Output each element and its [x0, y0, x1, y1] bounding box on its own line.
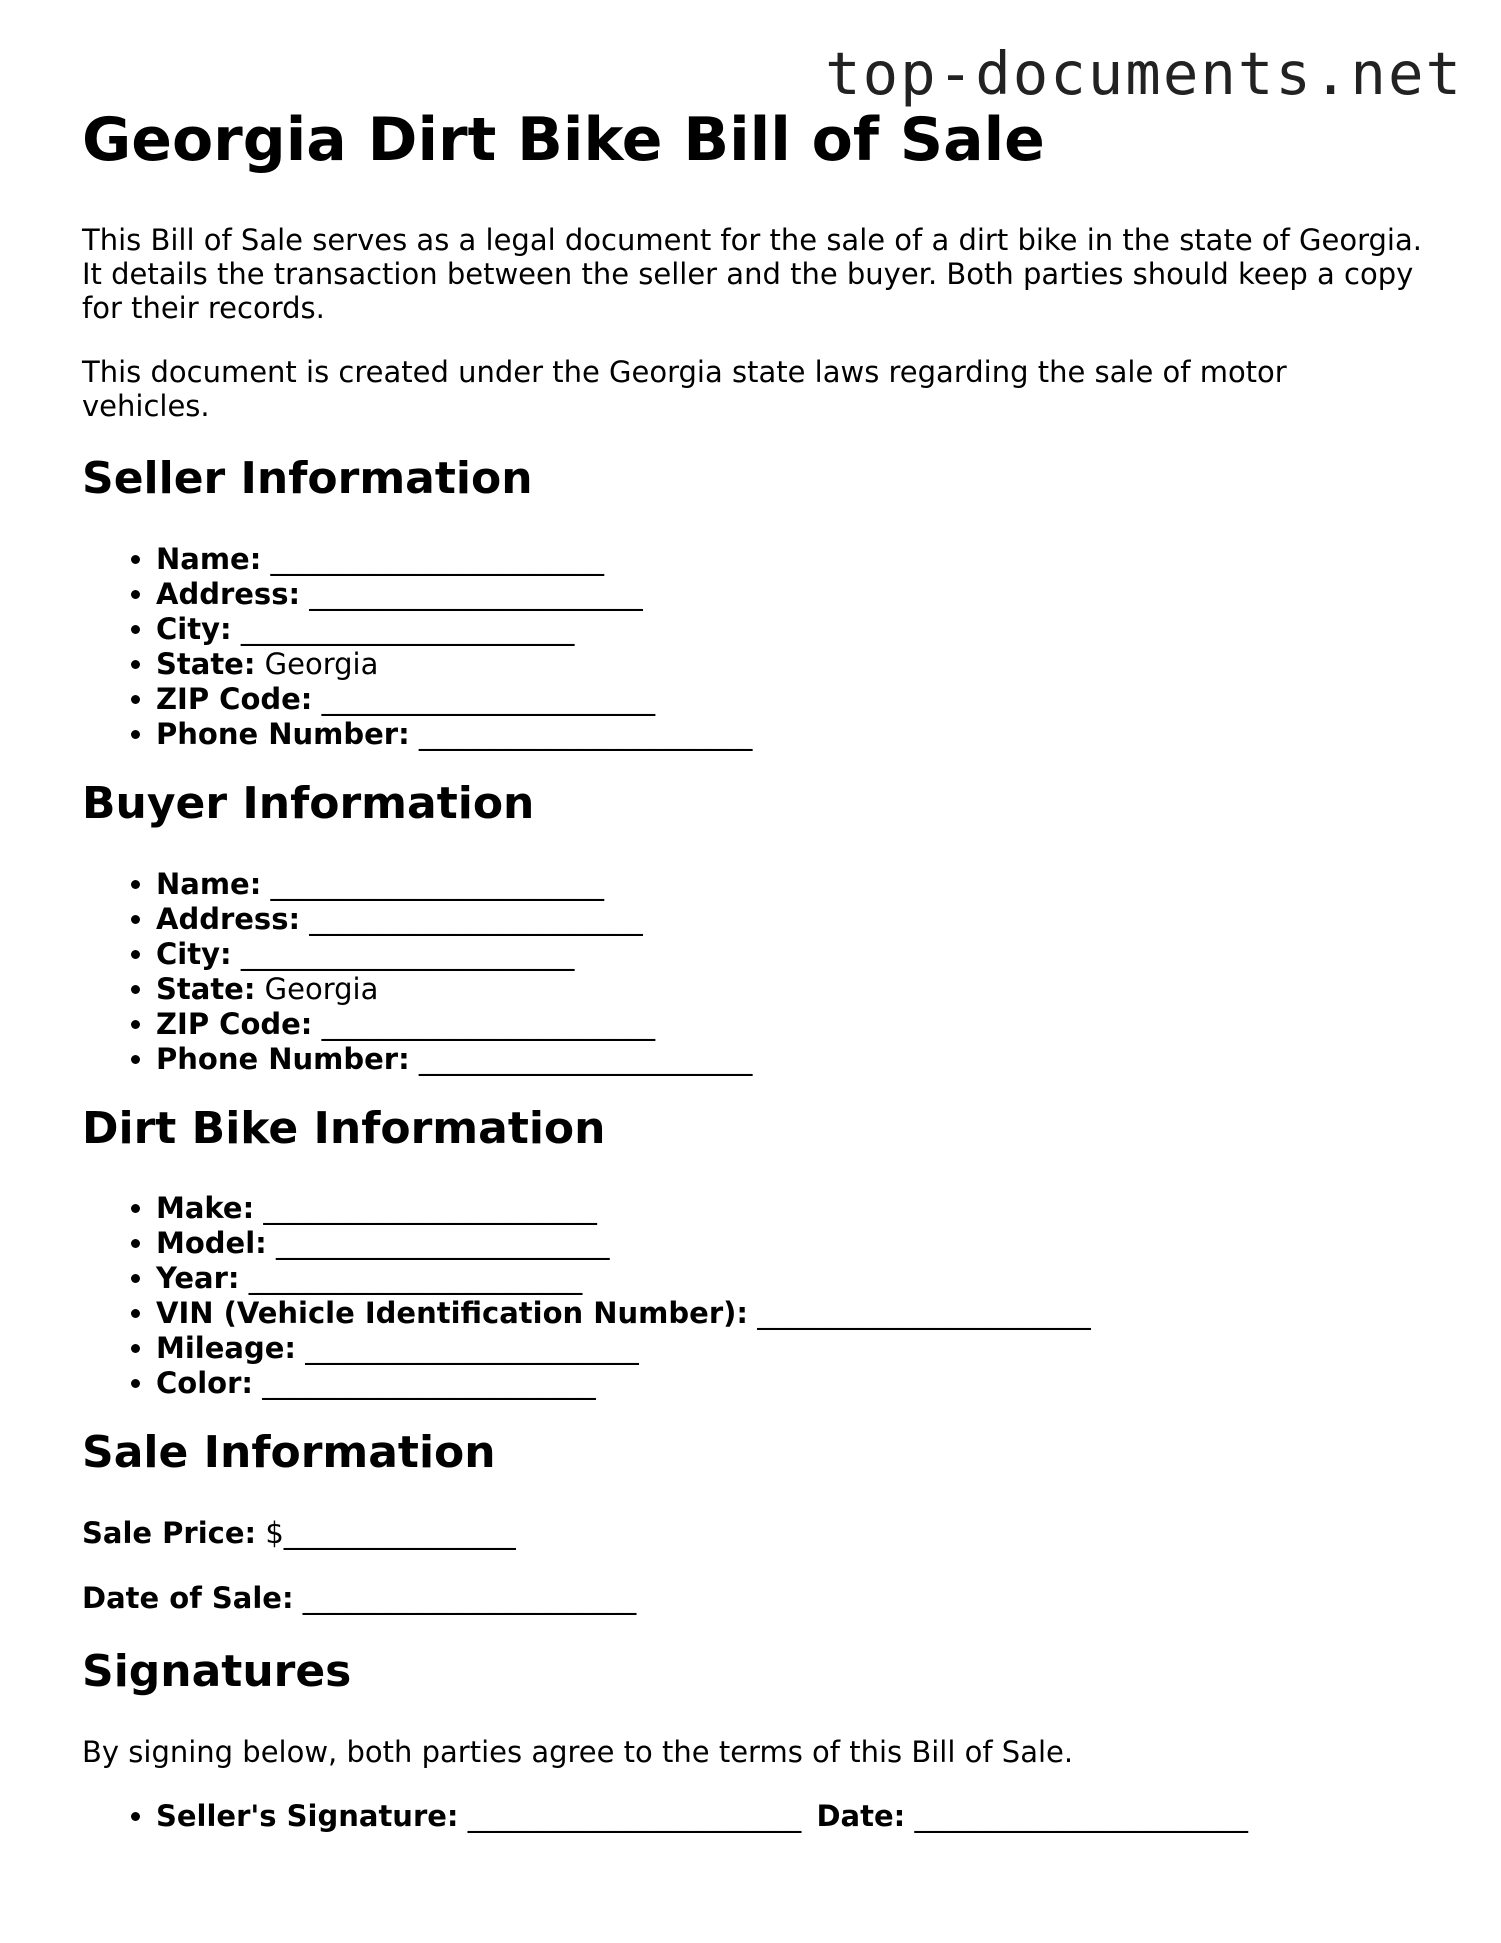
seller-state-field: [156, 647, 1422, 682]
buyer-phone-field: [156, 1042, 1422, 1077]
buyer-state-field: [156, 972, 1422, 1007]
field-blank: _______________________: [418, 716, 753, 751]
sale-price-field: [82, 1516, 1422, 1551]
buyer-name-field: [156, 867, 1422, 902]
signatures-heading: Signatures: [82, 1646, 352, 1698]
buyer-city-field: [156, 937, 1422, 972]
sale-heading: Sale Information: [82, 1427, 496, 1479]
sale-date-field: [82, 1581, 1422, 1616]
field-label: Address:: [156, 901, 301, 936]
bike-fields-list: [82, 1191, 1422, 1401]
bike-make-field: [156, 1191, 1422, 1226]
field-blank: _______________________: [275, 1226, 610, 1261]
seller-phone-field: [156, 717, 1422, 752]
bike-year-field: [156, 1261, 1422, 1296]
field-blank: _______________________: [914, 1798, 1248, 1833]
field-blank: _______________________: [309, 576, 643, 611]
field-blank: _______________________: [302, 1581, 637, 1616]
field-label: Name:: [156, 541, 262, 576]
buyer-address-field: [156, 902, 1422, 937]
field-blank: _______________________: [270, 866, 605, 901]
field-label: Color:: [156, 1366, 253, 1401]
field-label: City:: [156, 611, 232, 646]
bike-heading: Dirt Bike Information: [82, 1102, 606, 1154]
watermark: top-documents.net: [825, 39, 1463, 108]
bike-color-field: [156, 1366, 1422, 1401]
field-label: State:: [156, 646, 256, 681]
seller-zip-field: [156, 682, 1422, 717]
bike-vin-field: [156, 1296, 1422, 1331]
buyer-fields-list: [82, 867, 1422, 1077]
field-label: VIN (Vehicle Identification Number):: [156, 1296, 748, 1331]
seller-address-field: [156, 577, 1422, 612]
intro-paragraph: This Bill of Sale serves as a legal document for the sale of a dirt bike in the state of Georgia. It details the transaction between the seller and the buyer. Both parties should keep a copy for their records.: [82, 223, 1422, 325]
field-blank: _______________________: [262, 1366, 596, 1401]
field-label: Address:: [156, 576, 301, 611]
field-label: Name:: [156, 866, 262, 901]
field-blank: _______________________: [263, 1191, 597, 1226]
field-blank: _______________________: [467, 1798, 802, 1833]
field-blank: _______________________: [757, 1296, 1091, 1331]
field-label: City:: [156, 936, 232, 971]
field-label: Mileage:: [156, 1331, 297, 1366]
field-label: ZIP Code:: [156, 1006, 313, 1041]
seller-city-field: [156, 612, 1422, 647]
field-value: Georgia: [264, 971, 379, 1006]
signatures-list: [82, 1799, 1422, 1834]
buyer-zip-field: [156, 1007, 1422, 1042]
bike-model-field: [156, 1226, 1422, 1261]
field-blank: _______________________: [240, 936, 575, 971]
field-blank: _______________________: [240, 611, 575, 646]
field-label: Phone Number:: [156, 1041, 410, 1076]
field-label: Date of Sale:: [82, 1581, 294, 1616]
field-label: Date:: [816, 1798, 906, 1833]
field-blank: _______________________: [321, 1006, 656, 1041]
field-blank: $________________: [265, 1516, 516, 1551]
field-label: State:: [156, 971, 256, 1006]
law-paragraph: This document is created under the Georgia state laws regarding the sale of motor vehicles.: [82, 355, 1287, 423]
field-label: Model:: [156, 1226, 267, 1261]
field-blank: _______________________: [305, 1331, 639, 1366]
field-blank: _______________________: [321, 681, 656, 716]
field-label: Make:: [156, 1191, 255, 1226]
seller-heading: Seller Information: [82, 453, 533, 504]
buyer-heading: Buyer Information: [82, 777, 535, 829]
page-title: Georgia Dirt Bike Bill of Sale: [82, 105, 1045, 175]
field-label: Phone Number:: [156, 716, 410, 751]
document-page: [82, 106, 1422, 1860]
field-label: ZIP Code:: [156, 681, 313, 716]
seller-fields-list: [82, 542, 1422, 752]
field-label: Year:: [156, 1261, 240, 1296]
field-blank: _______________________: [248, 1261, 583, 1296]
field-label: Seller's Signature:: [156, 1798, 459, 1833]
field-blank: _______________________: [270, 541, 605, 576]
seller-name-field: [156, 542, 1422, 577]
field-label: Sale Price:: [82, 1516, 257, 1551]
signatures-text: By signing below, both parties agree to the terms of this Bill of Sale.: [82, 1734, 1074, 1769]
bike-mileage-field: [156, 1331, 1422, 1366]
field-blank: _______________________: [309, 901, 643, 936]
field-value: Georgia: [264, 646, 379, 681]
field-blank: _______________________: [418, 1041, 753, 1076]
seller-signature-row: [156, 1799, 1422, 1834]
